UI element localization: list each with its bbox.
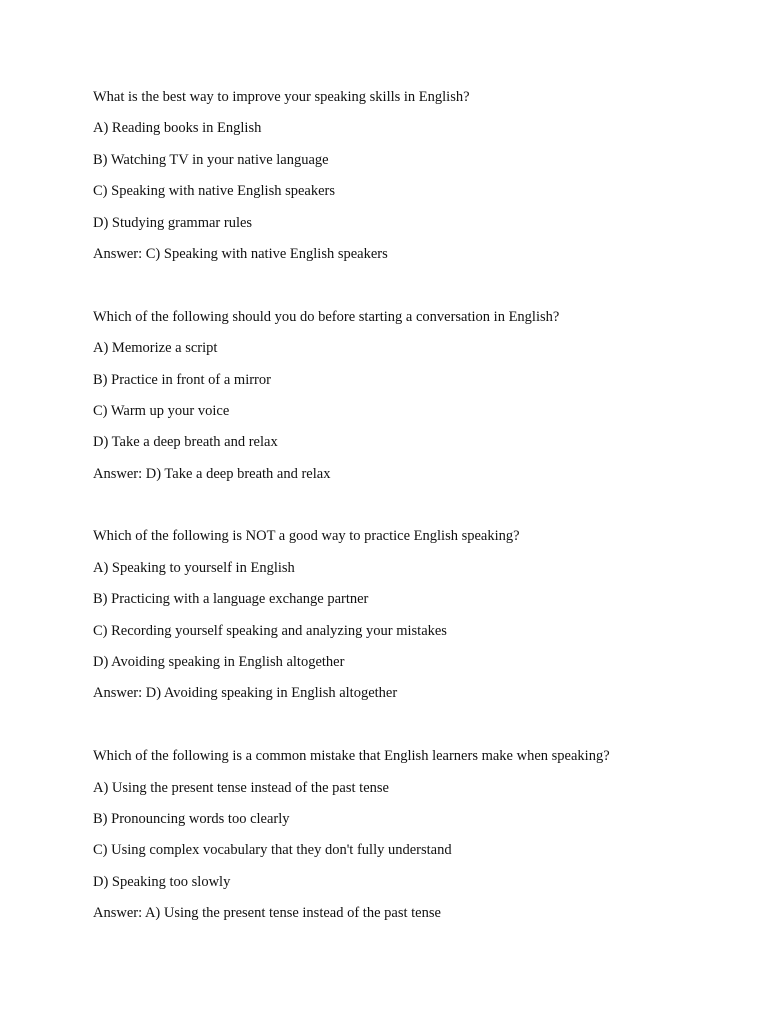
option-d: D) Avoiding speaking in English altogether <box>93 654 345 671</box>
question-block-3 <box>93 526 733 714</box>
option-b: B) Watching TV in your native language <box>93 151 329 168</box>
option-a: A) Speaking to yourself in English <box>93 559 295 576</box>
document-page <box>93 87 733 935</box>
question-text: Which of the following should you do before starting a conversation in English? <box>93 308 560 325</box>
option-c: C) Recording yourself speaking and analyzing your mistakes <box>93 622 447 639</box>
question-text: Which of the following is a common mistake that English learners make when speaking? <box>93 748 610 765</box>
option-c: C) Using complex vocabulary that they don't fully understand <box>93 842 452 859</box>
option-c: C) Warm up your voice <box>93 402 230 419</box>
option-c: C) Speaking with native English speakers <box>93 183 336 200</box>
question-block-1 <box>93 87 733 275</box>
option-d: D) Take a deep breath and relax <box>93 434 278 451</box>
option-a: A) Memorize a script <box>93 340 218 357</box>
option-d: D) Studying grammar rules <box>93 214 253 231</box>
block-spacer <box>93 275 733 306</box>
block-spacer <box>93 495 733 526</box>
option-d: D) Speaking too slowly <box>93 873 231 890</box>
answer-text: Answer: D) Avoiding speaking in English altogether <box>93 685 398 702</box>
option-b: B) Pronouncing words too clearly <box>93 810 290 827</box>
question-block-2 <box>93 307 733 495</box>
option-a: A) Using the present tense instead of the past tense <box>93 779 389 796</box>
answer-text: Answer: A) Using the present tense instead of the past tense <box>93 905 441 922</box>
question-block-4 <box>93 746 733 934</box>
answer-text: Answer: D) Take a deep breath and relax <box>93 465 331 482</box>
block-spacer <box>93 715 733 746</box>
option-a: A) Reading books in English <box>93 120 262 137</box>
option-b: B) Practicing with a language exchange partner <box>93 591 369 608</box>
answer-text: Answer: C) Speaking with native English speakers <box>93 245 388 262</box>
option-b: B) Practice in front of a mirror <box>93 371 271 388</box>
question-text: Which of the following is NOT a good way to practice English speaking? <box>93 528 520 545</box>
question-text: What is the best way to improve your speaking skills in English? <box>93 89 470 105</box>
